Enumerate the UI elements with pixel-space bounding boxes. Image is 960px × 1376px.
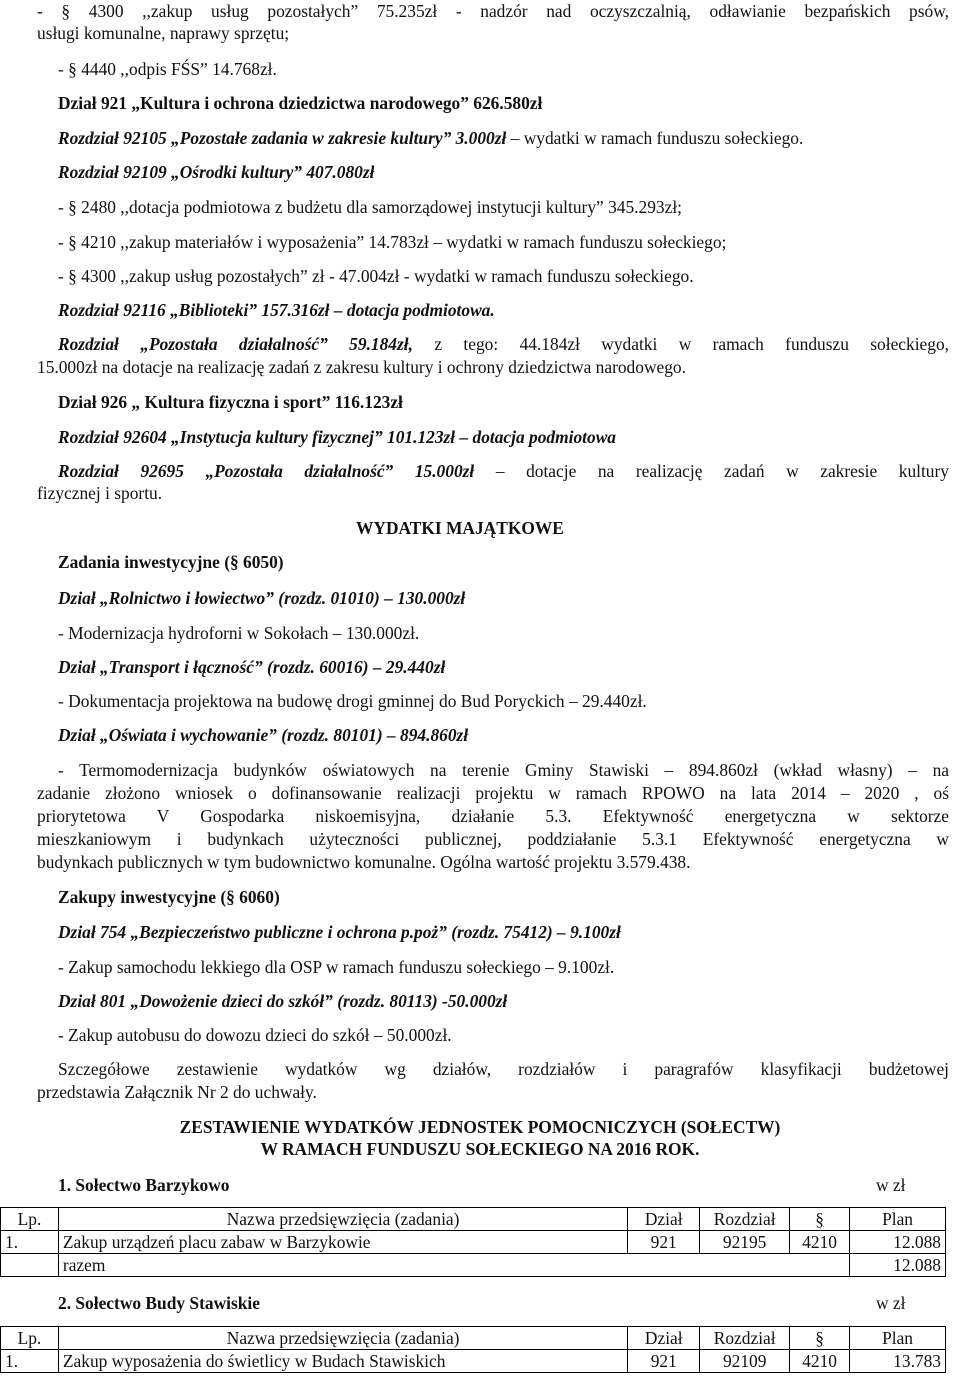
unit-label: w zł: [876, 1175, 906, 1195]
zestawienie-subtitle: W RAMACH FUNDUSZU SOŁECKIEGO NA 2016 ROK.: [260, 1139, 700, 1159]
chapter-note: – wydatki w ramach funduszu sołeckiego.: [506, 128, 804, 148]
cell-rozdzial: 92109: [700, 1350, 790, 1373]
text-line: fizycznej i sportu.: [37, 483, 163, 503]
dzial-heading: Dział „Transport i łączność” (rozdz. 60016) – 29.440zł: [58, 657, 446, 677]
cell-paragraf: 4210: [790, 1231, 850, 1254]
text-line: - § 2480 ,,dotacja podmiotowa z budżetu dla samorządowej instytucji kultury” 345.293zł;: [58, 197, 682, 217]
cell-nazwa: Zakup wyposażenia do świetlicy w Budach Stawiskich: [58, 1350, 627, 1373]
text-line: 15.000zł na dotacje na realizację zadań z zakresu kultury i ochrony dziedzictwa narodowego.: [37, 357, 686, 377]
text-line: - § 4300 ,,zakup usług pozostałych” 75.235zł - nadzór nad oczyszczalnią, odławianie bezpańskich psów,: [37, 1, 949, 21]
text-line: - § 4300 ,,zakup usług pozostałych” zł - 47.004zł - wydatki w ramach funduszu sołeckiego.: [58, 266, 694, 286]
solectwo-table: [0, 1207, 946, 1277]
chapter-heading: Rozdział 92604 „Instytucja kultury fizycznej” 101.123zł – dotacja podmiotowa: [58, 427, 616, 447]
text-line: - Zakup samochodu lekkiego dla OSP w ramach funduszu sołeckiego – 9.100zł.: [58, 957, 615, 977]
table-total-row: [1, 1254, 946, 1277]
cell-rozdzial: 92195: [700, 1231, 790, 1254]
text-line: usługi komunalne, naprawy sprzętu;: [37, 23, 290, 43]
chapter-label: Rozdział 92695 „Pozostała działalność” 15.000zł: [58, 461, 475, 481]
chapter-label: Rozdział „Pozostała działalność” 59.184zł,: [58, 334, 413, 354]
header-plan: Plan: [850, 1208, 946, 1231]
cell-dzial: 921: [628, 1231, 700, 1254]
chapter-label: Rozdział 92105 „Pozostałe zadania w zakresie kultury” 3.000zł: [58, 128, 507, 148]
cell-dzial: 921: [628, 1350, 700, 1373]
table-header: [1, 1327, 946, 1350]
header-lp: Lp.: [1, 1208, 59, 1231]
chapter-note: – dotacje na realizację zadań w zakresie kultury: [474, 461, 949, 481]
header-plan: Plan: [850, 1327, 946, 1350]
header-paragraf: §: [790, 1208, 850, 1231]
solectwo-title: 2. Sołectwo Budy Stawiskie: [58, 1293, 260, 1313]
table-row: [1, 1350, 946, 1373]
cell-paragraf: 4210: [790, 1350, 850, 1373]
section-heading: Dział 926 „ Kultura fizyczna i sport” 116.123zł: [58, 392, 403, 412]
header-lp: Lp.: [1, 1327, 59, 1350]
text-line: budynkach publicznych w tym budownictwo komunalne. Ogólna wartość projektu 3.579.438.: [37, 852, 691, 872]
dzial-heading: Dział „Oświata i wychowanie” (rozdz. 80101) – 894.860zł: [58, 725, 469, 745]
text-line: - Zakup autobusu do dowozu dzieci do szkół – 50.000zł.: [58, 1025, 452, 1045]
zakupy-inwestycyjne-heading: Zakupy inwestycyjne (§ 6060): [58, 887, 280, 907]
header-dzial: Dział: [628, 1208, 700, 1231]
text-line: - § 4210 ,,zakup materiałów i wyposażenia” 14.783zł – wydatki w ramach funduszu sołeckiego;: [58, 232, 727, 252]
text-line: priorytetowa V Gospodarka niskoemisyjna, działanie 5.3. Efektywność energetyczna w sektorze: [37, 806, 949, 826]
wydatki-majatkowe-heading: WYDATKI MAJĄTKOWE: [356, 518, 564, 538]
dzial-heading: Dział 754 „Bezpieczeństwo publiczne i ochrona p.poż” (rozdz. 75412) – 9.100zł: [58, 922, 621, 942]
zestawienie-title: ZESTAWIENIE WYDATKÓW JEDNOSTEK POMOCNICZYCH (SOŁECTW): [179, 1117, 781, 1137]
text-line: - Modernizacja hydroforni w Sokołach – 130.000zł.: [58, 623, 420, 643]
text-line: [58, 333, 949, 355]
cell-lp: 1.: [1, 1231, 59, 1254]
header-paragraf: §: [790, 1327, 850, 1350]
header-rozdzial: Rozdział: [700, 1208, 790, 1231]
text-line: [58, 460, 949, 482]
section-heading: Dział 921 „Kultura i ochrona dziedzictwa narodowego” 626.580zł: [58, 93, 543, 113]
table-row: [1, 1231, 946, 1254]
header-nazwa: Nazwa przedsięwzięcia (zadania): [58, 1327, 627, 1350]
header-rozdzial: Rozdział: [700, 1327, 790, 1350]
chapter-heading: Rozdział 92109 „Ośrodki kultury” 407.080zł: [58, 162, 375, 182]
text-line: Szczegółowe zestawienie wydatków wg działów, rozdziałów i paragrafów klasyfikacji budżetowej: [58, 1059, 949, 1079]
solectwo-table: [0, 1326, 946, 1373]
unit-label: w zł: [876, 1293, 906, 1313]
header-dzial: Dział: [628, 1327, 700, 1350]
text-line: zadanie złożono wniosek o dofinansowanie realizacji projektu w ramach RPOWO na lata 2014 – 2020 , oś: [37, 783, 949, 803]
cell-total-value: 12.088: [850, 1254, 946, 1277]
cell-total-label: razem: [58, 1254, 849, 1277]
cell-lp: 1.: [1, 1350, 59, 1373]
text-line: mieszkaniowym i budynkach użyteczności publicznej, poddziałanie 5.3.1 Efektywność energetyczna w: [37, 829, 949, 849]
dzial-heading: Dział 801 „Dowożenie dzieci do szkół” (rozdz. 80113) -50.000zł: [58, 991, 508, 1011]
header-nazwa: Nazwa przedsięwzięcia (zadania): [58, 1208, 627, 1231]
text-line: - § 4440 ,,odpis FŚS” 14.768zł.: [58, 59, 277, 79]
cell-plan: 13.783: [850, 1350, 946, 1373]
chapter-note: z tego: 44.184zł wydatki w ramach funduszu sołeckiego,: [412, 334, 950, 354]
zadania-inwestycyjne-heading: Zadania inwestycyjne (§ 6050): [58, 552, 284, 572]
solectwo-title: 1. Sołectwo Barzykowo: [58, 1175, 230, 1195]
cell-empty: [1, 1254, 59, 1277]
dzial-heading: Dział „Rolnictwo i łowiectwo” (rozdz. 01010) – 130.000zł: [58, 588, 466, 608]
text-line: - Termomodernizacja budynków oświatowych na terenie Gminy Stawiski – 894.860zł (wkład własny) – na: [58, 760, 949, 780]
chapter-heading: Rozdział 92116 „Biblioteki” 157.316zł – dotacja podmiotowa.: [58, 300, 495, 320]
text-line: [58, 127, 803, 149]
cell-nazwa: Zakup urządzeń placu zabaw w Barzykowie: [58, 1231, 627, 1254]
text-line: - Dokumentacja projektowa na budowę drogi gminnej do Bud Poryckich – 29.440zł.: [58, 691, 647, 711]
cell-plan: 12.088: [850, 1231, 946, 1254]
text-line: przedstawia Załącznik Nr 2 do uchwały.: [37, 1082, 317, 1102]
table-header: [1, 1208, 946, 1231]
